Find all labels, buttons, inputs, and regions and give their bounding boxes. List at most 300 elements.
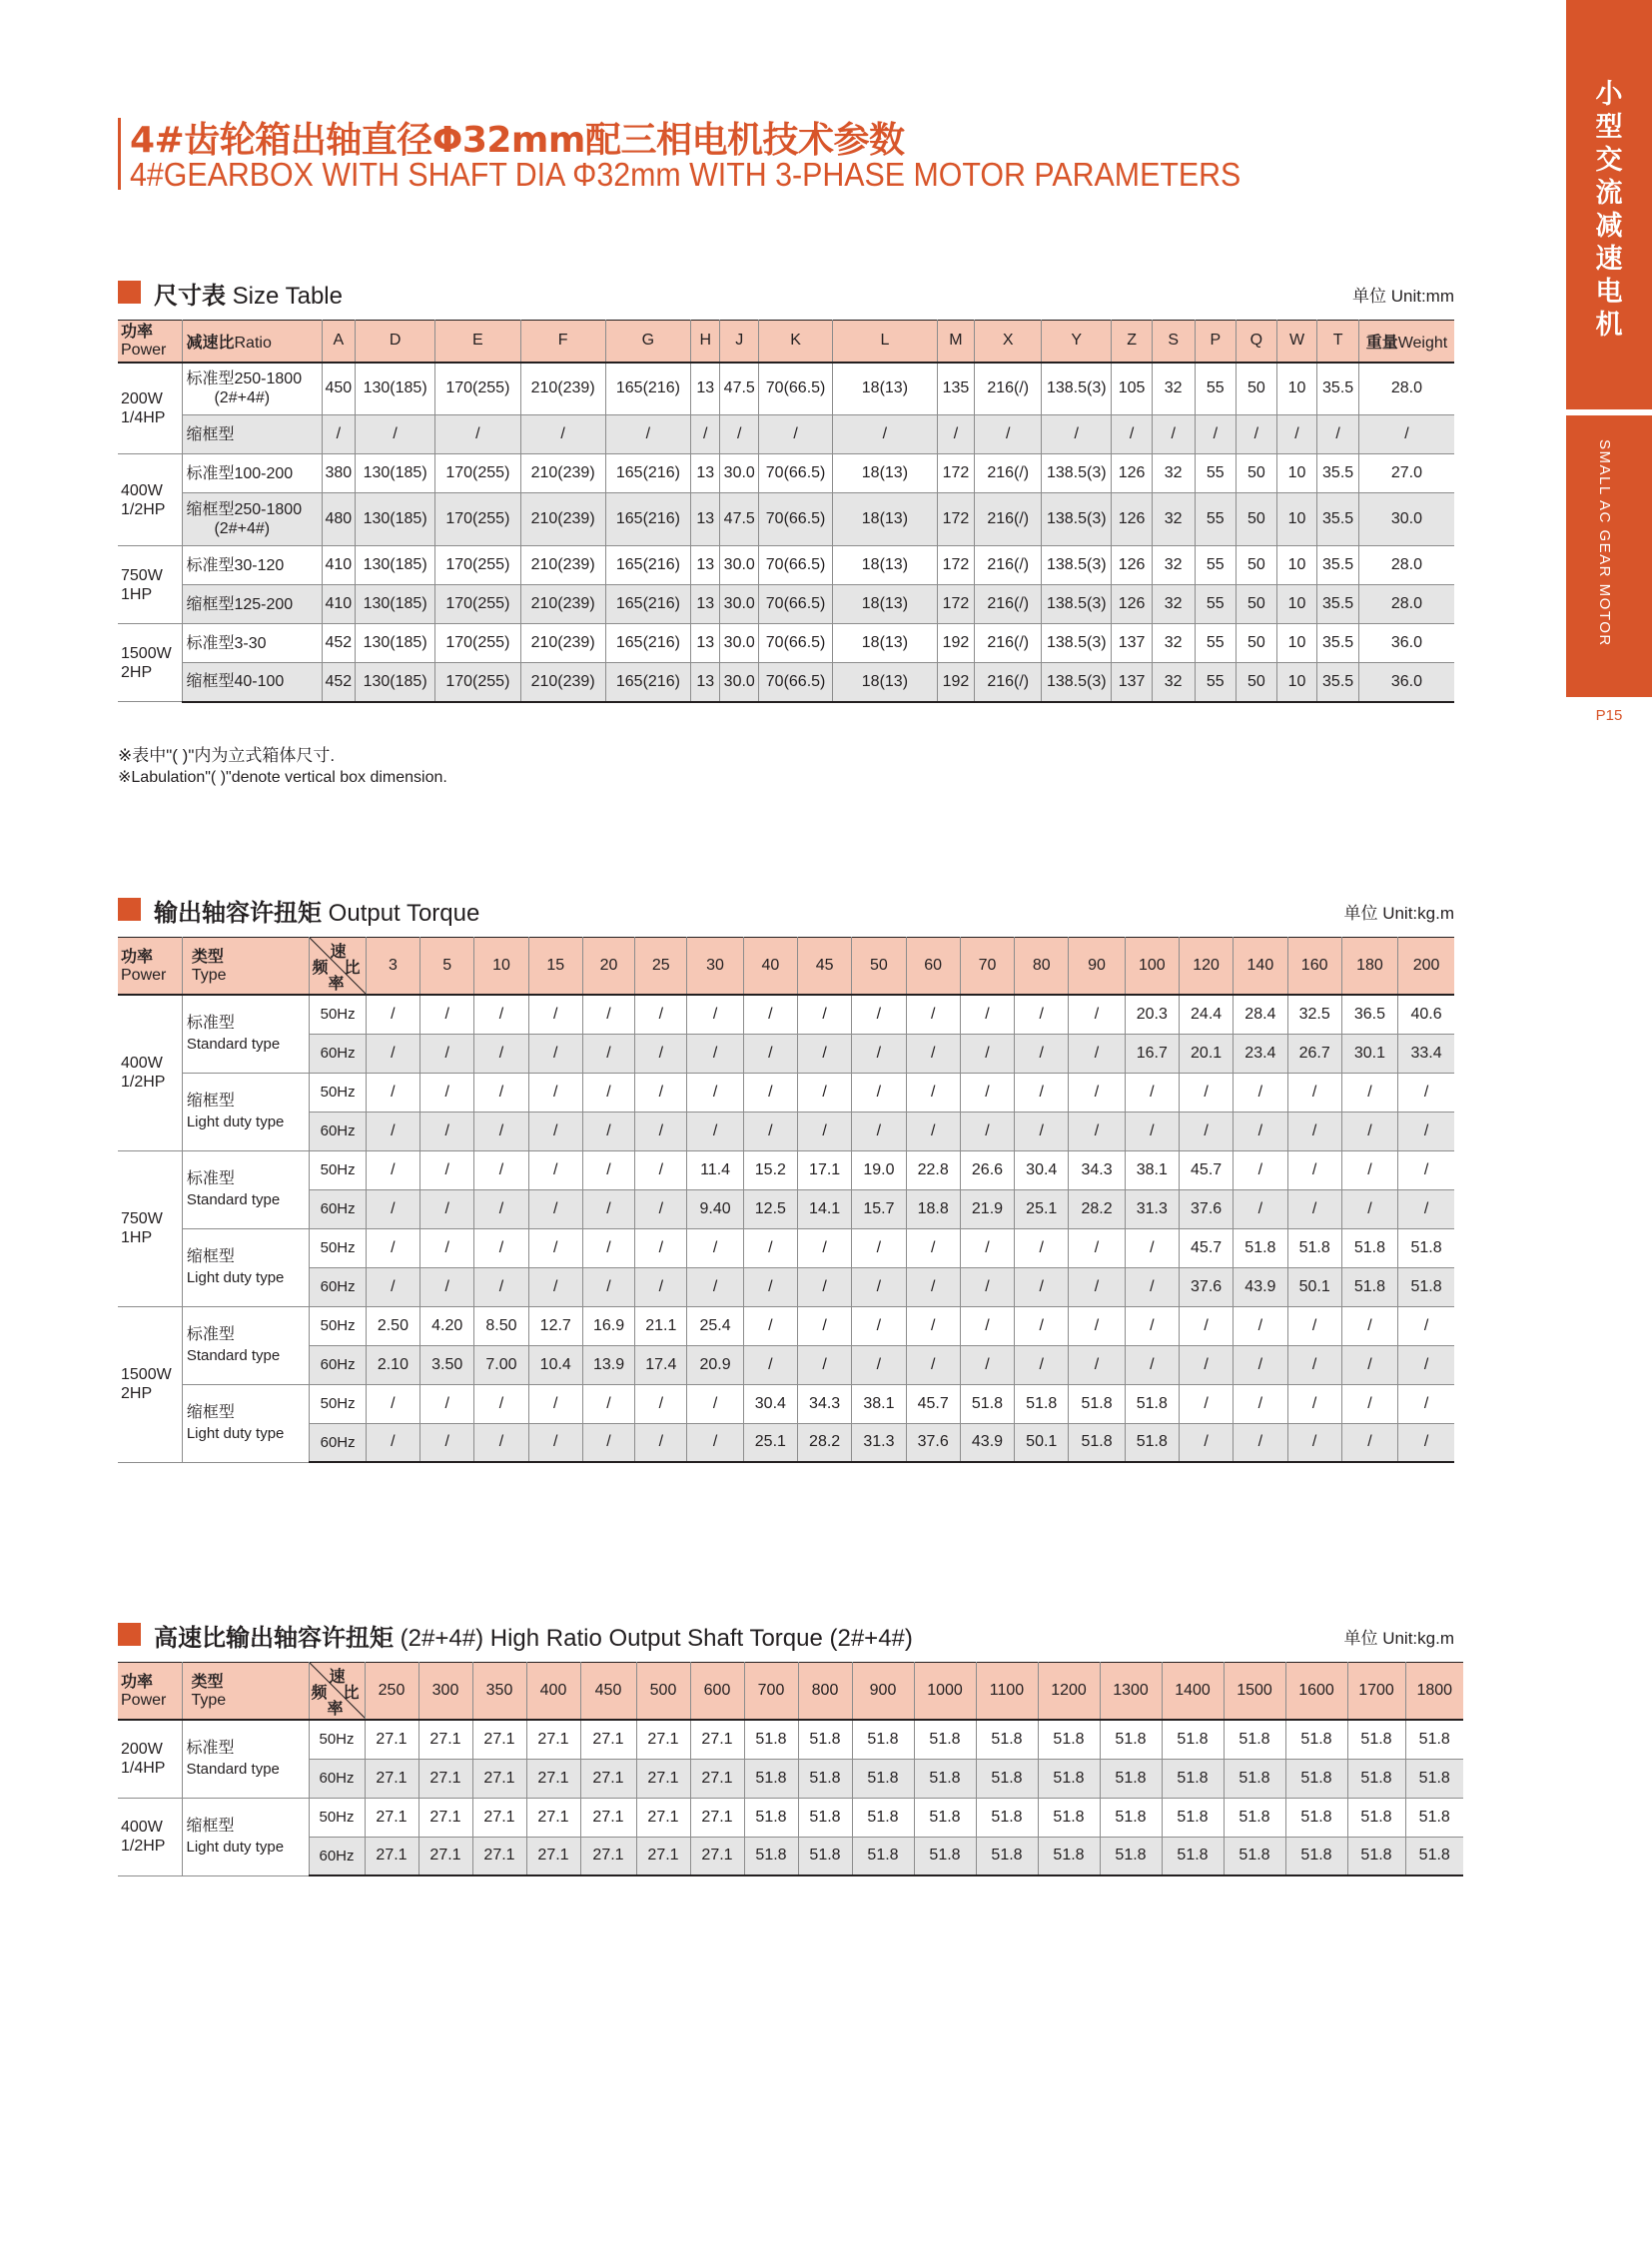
type-en: Light duty type [186,1425,285,1442]
dim-column-header: Z [1112,321,1153,363]
torque-row [118,1798,1463,1837]
torque-value: 27.1 [580,1837,636,1875]
torque-value: / [1234,1384,1287,1423]
dim-column-header: D [356,321,435,363]
dim-value: 18(13) [833,663,938,702]
torque-value: / [366,1034,419,1073]
torque-value: / [1398,1189,1454,1228]
dim-value: 28.0 [1358,585,1454,624]
dim-value: 18(13) [833,363,938,415]
torque-value: 51.8 [1069,1423,1125,1462]
torque-value: 51.8 [1405,1720,1463,1759]
dim-column-header: Q [1237,321,1277,363]
dim-value: 30.0 [1358,493,1454,546]
dim-value: / [1042,415,1112,454]
torque-value: / [474,1189,528,1228]
dim-value: 30.0 [720,585,759,624]
torque-value: / [420,1112,474,1150]
torque-value: / [1287,1384,1341,1423]
torque-value: / [1179,1345,1233,1384]
size-note-en: ※Labulation"( )"denote vertical box dimension. [118,769,447,786]
ratio-column-header: 1200 [1038,1663,1100,1721]
torque-value: 38.1 [1125,1150,1179,1189]
torque-row [118,1228,1454,1267]
torque-value: / [743,1034,797,1073]
torque-value: / [528,1384,582,1423]
power-header-en: Power [121,1692,167,1709]
torque-value: 45.7 [906,1384,960,1423]
dim-value: 130(185) [356,454,435,493]
torque-value: 27.1 [690,1759,744,1798]
torque-value: / [582,1150,634,1189]
torque-value: / [960,995,1014,1034]
dim-column-header: K [759,321,833,363]
size-table-row [118,546,1454,585]
dim-value: 28.0 [1358,546,1454,585]
torque-value: 51.8 [852,1837,914,1875]
dim-value: 126 [1112,493,1153,546]
section-marker [118,898,141,921]
dim-value: 32 [1152,454,1195,493]
torque-value: / [528,1034,582,1073]
torque-value: / [1341,1423,1397,1462]
weight-header-en: Weight [1397,334,1448,352]
torque-value: 21.9 [960,1189,1014,1228]
dim-value: / [937,415,975,454]
dim-column-header: S [1152,321,1195,363]
torque-value: / [1234,1073,1287,1112]
dim-value: 27.0 [1358,454,1454,493]
torque-value: 9.40 [687,1189,743,1228]
dim-value: 210(239) [520,546,605,585]
power-header [118,938,182,996]
dim-value: 36.0 [1358,663,1454,702]
torque-value: 15.2 [743,1150,797,1189]
torque-value: 19.0 [852,1150,906,1189]
torque-value: / [687,1112,743,1150]
torque-value: 50.1 [1015,1423,1069,1462]
output-torque-table [118,937,1454,1463]
torque-value: / [960,1073,1014,1112]
page-number: P15 [1595,707,1623,724]
power-value: 1/4HP [121,1760,166,1778]
dim-value: 30.0 [720,624,759,663]
torque-value: / [1069,1073,1125,1112]
torque-value: / [582,995,634,1034]
dim-column-header: M [937,321,975,363]
torque-value: / [906,1267,960,1306]
ratio-cell [183,363,322,415]
torque-value: 51.8 [1100,1837,1162,1875]
torque-value: / [1179,1073,1233,1112]
torque-value: / [906,1306,960,1345]
torque-value: 20.1 [1179,1034,1233,1073]
torque-value: 14.1 [797,1189,851,1228]
dim-value: 35.5 [1317,454,1359,493]
dim-value: 18(13) [833,546,938,585]
torque-value: / [1398,1384,1454,1423]
dim-value: 210(239) [520,585,605,624]
torque-value: 51.8 [914,1720,976,1759]
torque-value: 51.8 [1015,1384,1069,1423]
torque-value: 12.5 [743,1189,797,1228]
torque-value: / [528,1073,582,1112]
torque-value: 51.8 [976,1720,1038,1759]
torque-value: / [420,1384,474,1423]
ratio-header-en: Ratio [234,334,272,352]
dim-value: 126 [1112,585,1153,624]
dim-value: 10 [1276,585,1317,624]
torque-value: / [635,1112,687,1150]
power-value: 400W [121,1819,163,1836]
ratio-column-header: 1600 [1285,1663,1347,1721]
dim-value: 70(66.5) [759,585,833,624]
torque-value: 51.8 [1100,1759,1162,1798]
dim-column-header: G [605,321,690,363]
ratio-cell [183,454,322,493]
torque-value: / [528,1150,582,1189]
torque-value: 51.8 [744,1720,798,1759]
torque-value: / [1125,1345,1179,1384]
dim-value: 450 [322,363,356,415]
ratio-line: 标准型100-200 [186,464,294,482]
dim-value: 137 [1112,624,1153,663]
torque-row [118,1306,1454,1345]
torque-value: / [474,1073,528,1112]
torque-value: / [420,1073,474,1112]
torque-value: 37.6 [906,1423,960,1462]
type-cell [182,995,310,1073]
dim-value: 165(216) [605,585,690,624]
dim-value: 55 [1195,585,1237,624]
torque-value: 16.7 [1125,1034,1179,1073]
ratio-header [183,321,322,363]
frequency-cell: 60Hz [310,1267,366,1306]
power-value: 750W [121,566,163,584]
dim-value: 170(255) [435,546,520,585]
dim-value: 70(66.5) [759,363,833,415]
diag-wrap [310,1663,365,1719]
torque-value: 27.1 [365,1720,418,1759]
ratio-column-header: 180 [1341,938,1397,996]
ratio-column-header: 120 [1179,938,1233,996]
torque-value: 26.6 [960,1150,1014,1189]
ratio-line: 标准型30-120 [186,556,285,574]
frequency-cell: 50Hz [310,1073,366,1112]
torque-value: / [474,1228,528,1267]
type-cell [182,1150,310,1228]
ratio-column-header: 3 [366,938,419,996]
dim-value: 55 [1195,363,1237,415]
dim-value: 32 [1152,663,1195,702]
torque-value: 51.8 [1162,1837,1224,1875]
power-value: 1/2HP [121,500,166,518]
dim-column-header: X [975,321,1042,363]
torque-value: 17.1 [797,1150,851,1189]
torque-value: / [797,1267,851,1306]
dim-value: 10 [1276,663,1317,702]
torque-value: 27.1 [636,1798,690,1837]
type-cn: 标准型 [186,1326,235,1343]
torque-value: 51.8 [1347,1759,1405,1798]
sidebar-category-tab [1566,0,1652,409]
torque-value: / [474,1267,528,1306]
torque-value: / [1234,1345,1287,1384]
torque-value: 51.8 [914,1759,976,1798]
torque-value: 27.1 [472,1798,526,1837]
dim-value: 210(239) [520,363,605,415]
torque-value: / [528,1267,582,1306]
torque-value: 24.4 [1179,995,1233,1034]
dim-value: 55 [1195,454,1237,493]
dim-value: / [691,415,720,454]
torque-value: / [1125,1228,1179,1267]
torque-value: 32.5 [1287,995,1341,1034]
dim-value: 216(/) [975,493,1042,546]
torque-value: 34.3 [797,1384,851,1423]
frequency-cell: 60Hz [310,1423,366,1462]
dim-value: 70(66.5) [759,546,833,585]
dim-column-header: T [1317,321,1359,363]
size-note-cn: ※表中"( )"内为立式箱体尺寸. [118,746,336,765]
dim-column-header: E [435,321,520,363]
ratio-column-header: 250 [365,1663,418,1721]
dim-value: 138.5(3) [1042,454,1112,493]
torque-value: 27.1 [472,1720,526,1759]
size-table-row [118,454,1454,493]
torque-value: / [687,995,743,1034]
torque-value: / [366,1189,419,1228]
ratio-cell [183,585,322,624]
ratio-column-header: 140 [1234,938,1287,996]
dim-column-header: A [322,321,356,363]
torque-value: 31.3 [852,1423,906,1462]
torque-value: 51.8 [1162,1798,1224,1837]
size-header-row [118,321,1454,363]
type-cell [182,1720,309,1798]
torque-value: / [852,995,906,1034]
power-value: 1/4HP [121,408,166,426]
dim-value: 70(66.5) [759,624,833,663]
dim-value: / [720,415,759,454]
type-cell [182,1798,309,1875]
dim-value: / [605,415,690,454]
torque-value: 27.1 [526,1798,580,1837]
dim-value: 105 [1112,363,1153,415]
torque-value: / [687,1228,743,1267]
size-table-row [118,663,1454,702]
dim-value: 410 [322,585,356,624]
ratio-column-header: 1700 [1347,1663,1405,1721]
torque-value: / [1015,995,1069,1034]
torque-value: 27.1 [580,1798,636,1837]
power-cell [118,995,182,1150]
ratio-column-header: 40 [743,938,797,996]
dim-value: 18(13) [833,454,938,493]
ratio-column-header: 80 [1015,938,1069,996]
dim-value: 55 [1195,493,1237,546]
dim-value: 10 [1276,546,1317,585]
torque-value: / [474,1423,528,1462]
dim-value: 138.5(3) [1042,585,1112,624]
torque-value: / [852,1345,906,1384]
unit-label: 单位 Unit:mm [1352,287,1454,306]
torque-value: / [582,1034,634,1073]
power-value: 200W [121,1741,163,1759]
torque-value: / [1287,1073,1341,1112]
dim-value: 216(/) [975,546,1042,585]
torque-row [118,1423,1454,1462]
dim-value: 70(66.5) [759,454,833,493]
torque-value: 27.1 [690,1798,744,1837]
type-en: Standard type [186,1761,280,1779]
sidebar-category-cn [1566,78,1652,342]
ratio-line: 缩框型 [186,425,235,443]
torque-value: / [420,1150,474,1189]
power-header-en: Power [121,967,167,984]
dim-column-header: H [691,321,720,363]
dim-column-header: W [1276,321,1317,363]
torque-value: / [1234,1150,1287,1189]
frequency-cell: 50Hz [310,1306,366,1345]
torque-value: / [1069,1034,1125,1073]
ratio-column-header: 30 [687,938,743,996]
torque-value: / [906,1228,960,1267]
torque-value: / [1125,1073,1179,1112]
torque-value: 51.8 [976,1798,1038,1837]
torque-value: / [797,1306,851,1345]
dim-value: 138.5(3) [1042,663,1112,702]
torque-value: 25.1 [743,1423,797,1462]
output-torque-header [118,893,1454,927]
torque-value: 51.8 [1405,1759,1463,1798]
dim-value: 32 [1152,624,1195,663]
ratio-column-header: 25 [635,938,687,996]
torque-value: 27.1 [472,1837,526,1875]
torque-value: / [528,995,582,1034]
torque-value: 51.8 [1405,1837,1463,1875]
dim-value: 170(255) [435,585,520,624]
ratio-column-header: 700 [744,1663,798,1721]
dim-value: 130(185) [356,663,435,702]
torque-value: 28.2 [1069,1189,1125,1228]
dim-value: 170(255) [435,454,520,493]
dim-value: 165(216) [605,663,690,702]
torque-value: / [1015,1112,1069,1150]
dim-value: 70(66.5) [759,493,833,546]
ratio-column-header: 160 [1287,938,1341,996]
dim-value: 36.0 [1358,624,1454,663]
dim-value: 216(/) [975,624,1042,663]
torque-value: / [1015,1228,1069,1267]
frequency-cell: 60Hz [310,1189,366,1228]
torque-value: 51.8 [1224,1759,1285,1798]
torque-value: 27.1 [418,1837,472,1875]
torque-value: / [960,1112,1014,1150]
torque-value: / [1125,1112,1179,1150]
dim-value: 13 [691,363,720,415]
dim-value: 480 [322,493,356,546]
frequency-cell: 50Hz [310,1150,366,1189]
page-title-cn: 4#齿轮箱出轴直径Φ32mm配三相电机技术参数 [130,120,905,161]
torque-value: / [906,995,960,1034]
dim-value: 192 [937,624,975,663]
torque-value: 51.8 [798,1798,852,1837]
torque-value: / [743,1345,797,1384]
dim-value: 10 [1276,493,1317,546]
dim-value: 410 [322,546,356,585]
torque-value: 30.4 [743,1384,797,1423]
size-table [118,320,1454,703]
torque-row [118,1345,1454,1384]
torque-value: / [474,1034,528,1073]
ratio-column-header: 70 [960,938,1014,996]
torque-value: / [420,1423,474,1462]
type-cell [182,1384,310,1462]
torque-value: 11.4 [687,1150,743,1189]
torque-value: 51.8 [852,1759,914,1798]
ratio-cell [183,493,322,546]
torque-value: 43.9 [960,1423,1014,1462]
dim-value: / [1237,415,1277,454]
torque-value: / [1179,1306,1233,1345]
torque-value: / [635,1423,687,1462]
torque-value: 51.8 [1038,1759,1100,1798]
ratio-line: 缩框型250-1800 [186,501,303,518]
dim-value: 10 [1276,624,1317,663]
torque-value: 34.3 [1069,1150,1125,1189]
torque-value: / [743,1306,797,1345]
torque-value: / [1398,1306,1454,1345]
size-table-row [118,585,1454,624]
dim-value: 50 [1237,546,1277,585]
dim-value: 10 [1276,363,1317,415]
torque-value: / [687,1267,743,1306]
ratio-line: 标准型250-1800 [186,371,303,388]
dim-value: 126 [1112,454,1153,493]
dim-value: 35.5 [1317,363,1359,415]
frequency-cell: 50Hz [310,995,366,1034]
dim-value: 135 [937,363,975,415]
torque-value: 51.8 [1285,1720,1347,1759]
power-value: 2HP [121,663,153,681]
torque-value: 51.8 [1341,1267,1397,1306]
dim-value: 32 [1152,585,1195,624]
torque-value: / [528,1112,582,1150]
dim-value: 47.5 [720,493,759,546]
torque-value: 30.4 [1015,1150,1069,1189]
dim-value: 13 [691,493,720,546]
type-en: Standard type [186,1191,281,1208]
torque-value: 51.8 [1341,1228,1397,1267]
dim-value: 172 [937,493,975,546]
torque-value: 51.8 [914,1798,976,1837]
high-ratio-torque-table [118,1662,1463,1876]
ratio-cell [183,624,322,663]
dim-value: 130(185) [356,624,435,663]
torque-value: 27.1 [472,1759,526,1798]
diag-label: 比 [343,1683,360,1702]
section-title: 输出轴容许扭矩 Output Torque [154,899,480,927]
torque-value: 50.1 [1287,1267,1341,1306]
dim-value: 35.5 [1317,624,1359,663]
torque-value: 51.8 [1100,1798,1162,1837]
dim-column-header: L [833,321,938,363]
torque-value: / [797,1345,851,1384]
sidebar-char: 减 [1595,211,1623,242]
torque-value: / [1287,1189,1341,1228]
torque-value: / [582,1112,634,1150]
